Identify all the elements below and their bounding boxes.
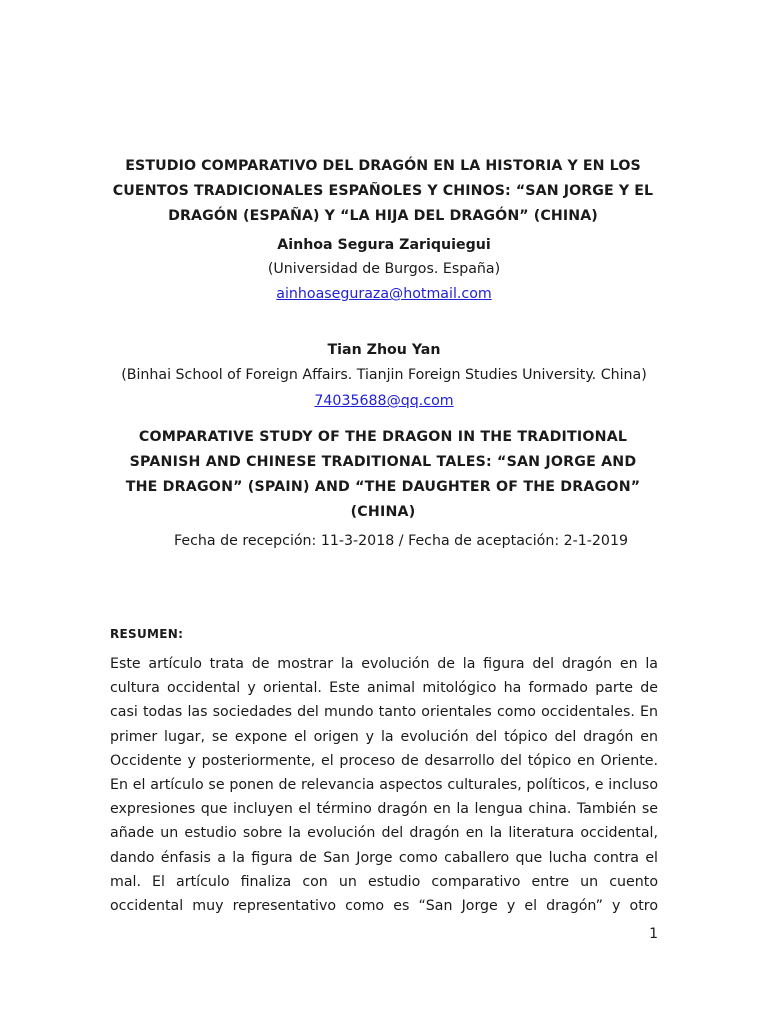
- abstract-line: primer lugar, se expone el origen y la evolución del tópico del dragón en: [110, 728, 658, 745]
- author-name-1: Ainhoa Segura Zariquiegui: [277, 237, 491, 253]
- author-email-link-2[interactable]: 74035688@qq.com: [314, 393, 454, 409]
- author-email-2-container: [0, 391, 768, 411]
- abstract-line: expresiones que incluyen el término dragón en la lengua china. También se: [110, 801, 658, 818]
- title-en-line: SPANISH AND CHINESE TRADITIONAL TALES: “SAN JORGE AND: [129, 454, 637, 470]
- title-english: [100, 425, 666, 525]
- abstract-line: En el artículo se ponen de relevancia aspectos culturales, políticos, e incluso: [110, 776, 658, 793]
- page-number: 1: [649, 926, 658, 942]
- abstract-line: casi todas las sociedades del mundo tanto orientales como occidentales. En: [110, 704, 658, 721]
- title-es-line: DRAGÓN (ESPAÑA) Y “LA HIJA DEL DRAGÓN” (CHINA): [168, 208, 598, 224]
- title-es-line: ESTUDIO COMPARATIVO DEL DRAGÓN EN LA HISTORIA Y EN LOS: [125, 158, 641, 174]
- abstract-heading: RESUMEN:: [110, 627, 184, 641]
- author-affiliation-1: (Universidad de Burgos. España): [267, 261, 501, 277]
- abstract-line: mal. El artículo finaliza con un estudio comparativo entre un cuento: [110, 873, 658, 890]
- author-email-1-container: [0, 284, 768, 304]
- abstract-line: cultura occidental y oriental. Este animal mitológico ha formado parte de: [110, 680, 658, 697]
- submission-dates: Fecha de recepción: 11-3-2018 / Fecha de aceptación: 2-1-2019: [174, 533, 629, 549]
- author-email-link-1[interactable]: ainhoaseguraza@hotmail.com: [276, 286, 492, 302]
- abstract-line: Occidente y posteriormente, el proceso de desarrollo del tópico en Oriente.: [110, 752, 658, 769]
- title-es-line: CUENTOS TRADICIONALES ESPAÑOLES Y CHINOS: “SAN JORGE Y EL: [112, 183, 654, 199]
- abstract-line: añade un estudio sobre la evolución del dragón en la literatura occidental,: [110, 825, 658, 842]
- title-en-line: (CHINA): [350, 504, 416, 520]
- abstract-line: dando énfasis a la figura de San Jorge como caballero que lucha contra el: [110, 849, 658, 866]
- abstract-line: Este artículo trata de mostrar la evolución de la figura del dragón en la: [110, 656, 658, 672]
- author-affiliation-2: (Binhai School of Foreign Affairs. Tianjin Foreign Studies University. China): [121, 367, 647, 383]
- title-en-line: COMPARATIVE STUDY OF THE DRAGON IN THE TRADITIONAL: [138, 429, 628, 445]
- abstract-body: [110, 652, 658, 918]
- author-name-2: Tian Zhou Yan: [327, 342, 441, 358]
- abstract-line: occidental muy representativo como es “San Jorge y el dragón” y otro: [110, 897, 658, 914]
- title-spanish: [100, 154, 666, 229]
- title-en-line: THE DRAGON” (SPAIN) AND “THE DAUGHTER OF THE DRAGON”: [125, 479, 641, 495]
